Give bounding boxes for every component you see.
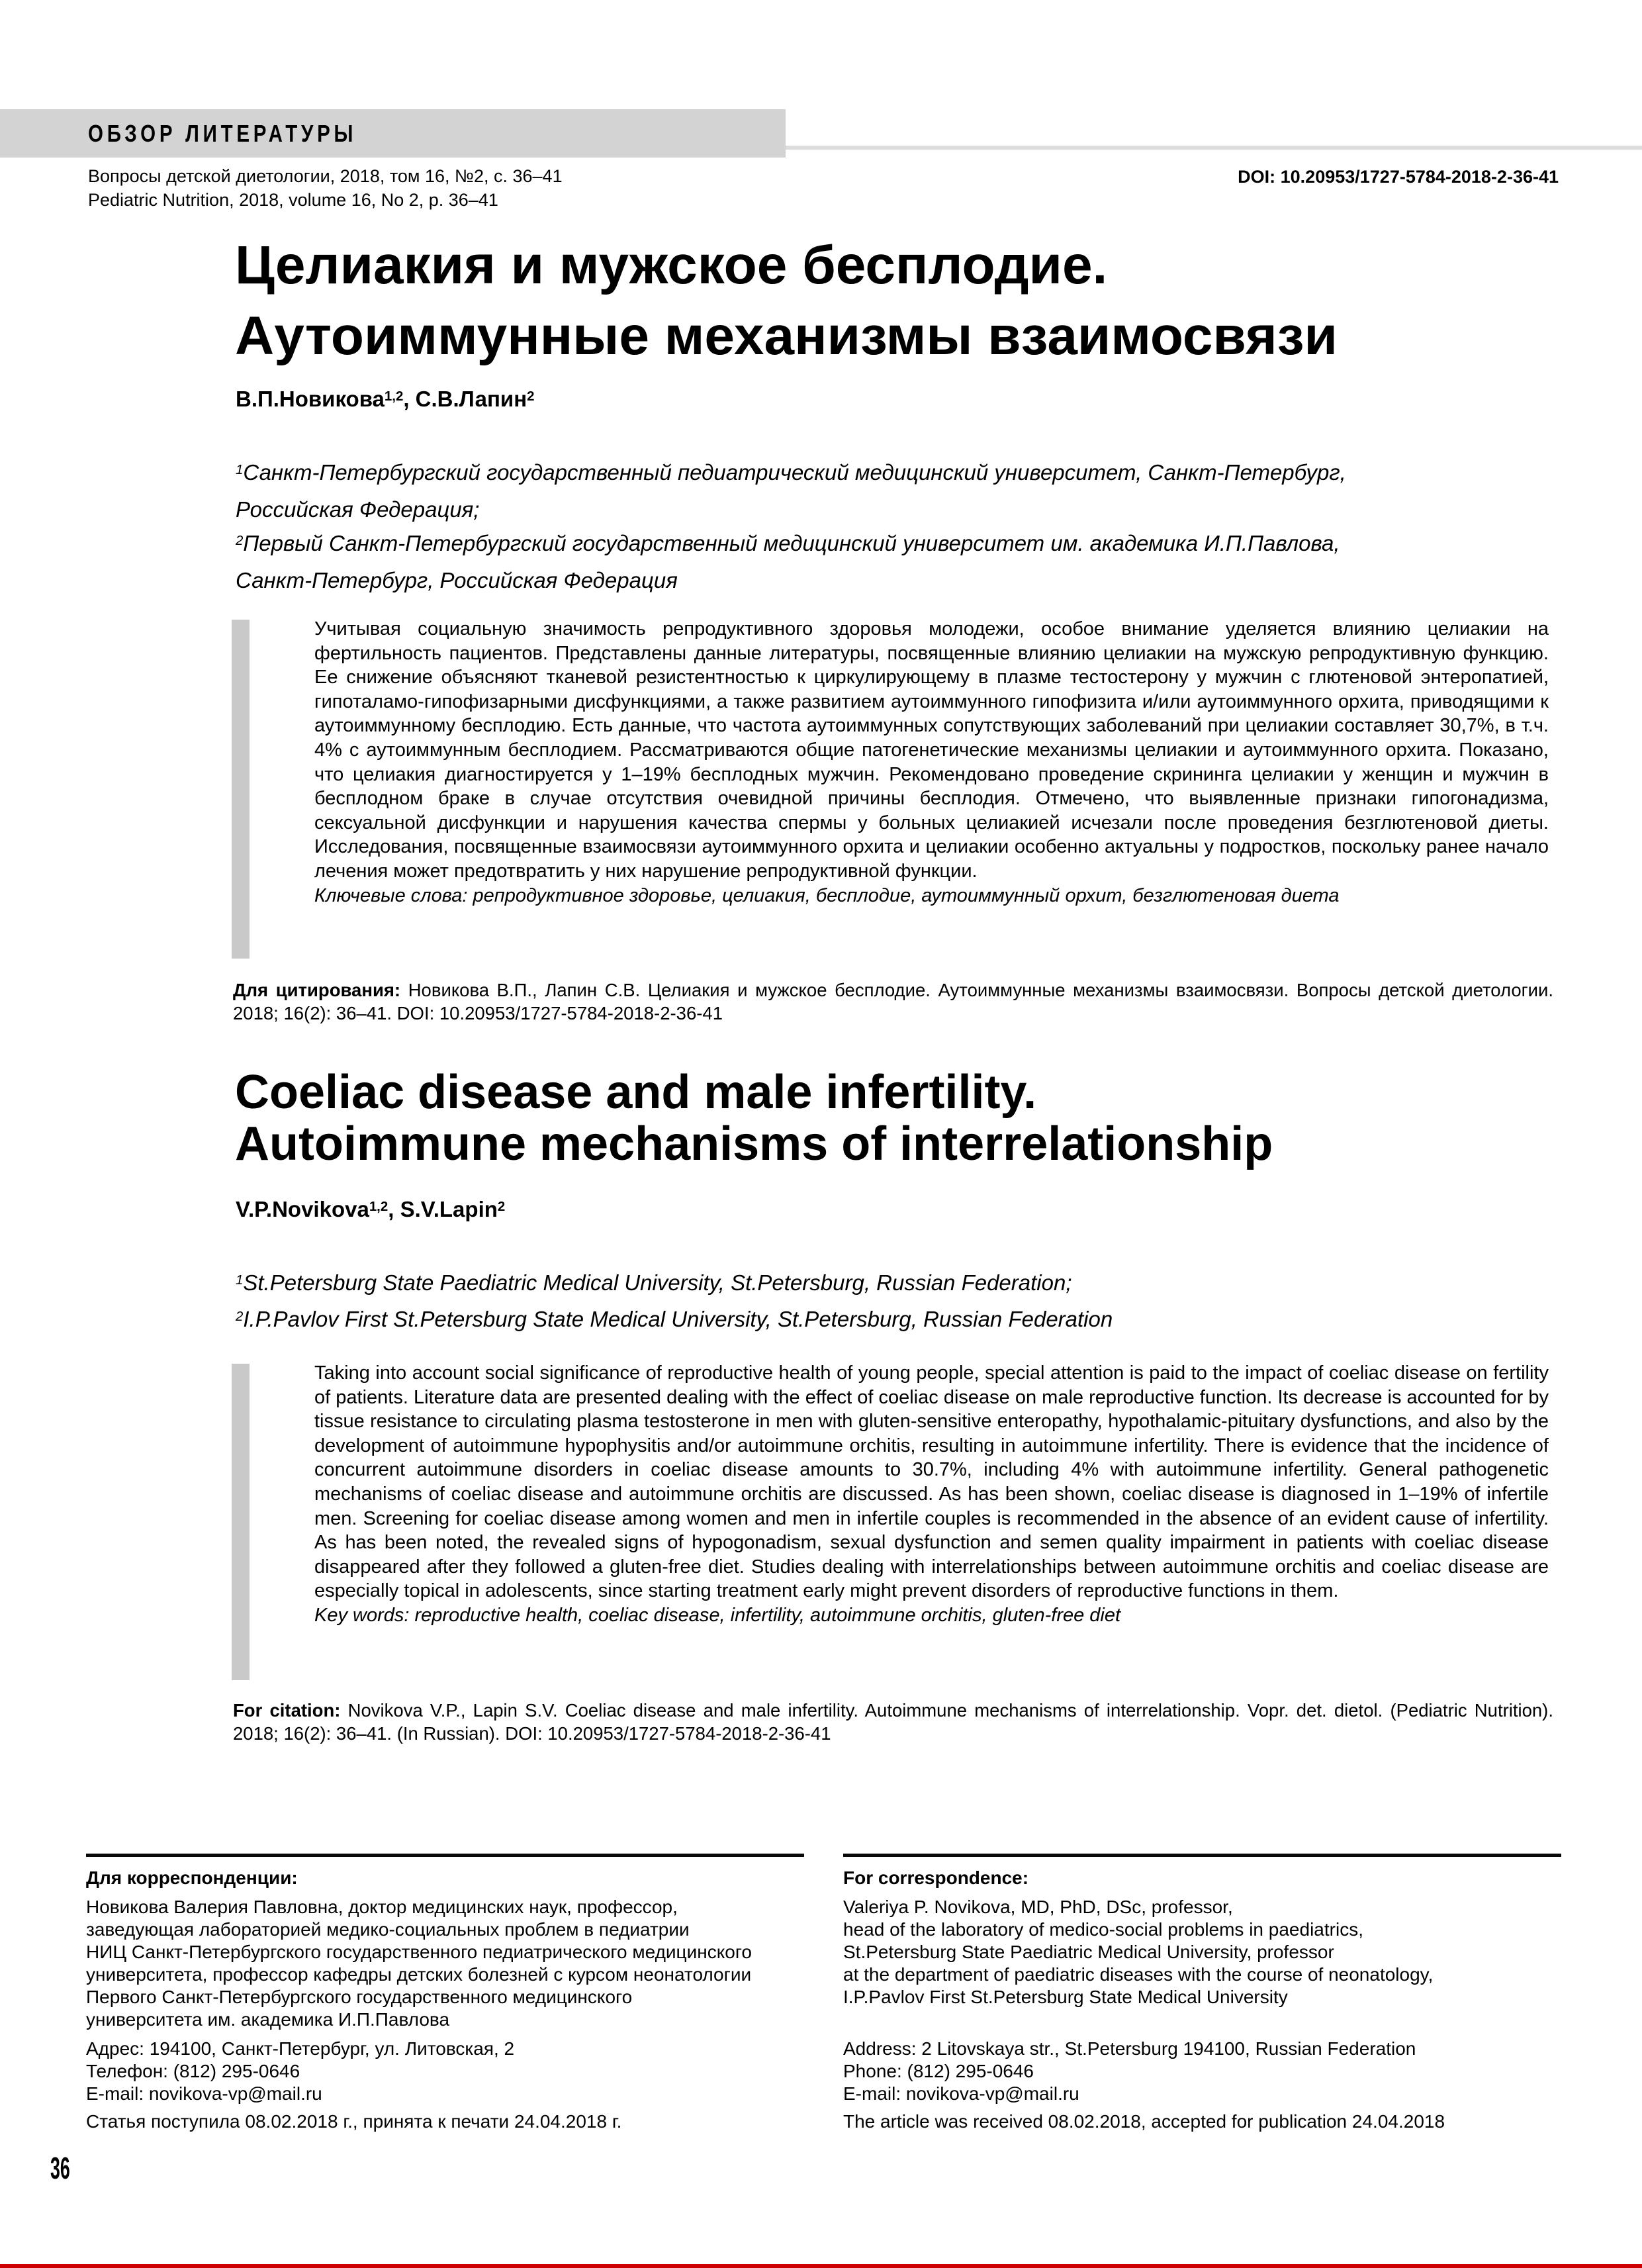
author-en-1-affil-sup: 1,2 bbox=[369, 1198, 388, 1214]
author-en-2-affil-sup: 2 bbox=[497, 1198, 506, 1214]
section-label: ОБЗОР ЛИТЕРАТУРЫ bbox=[88, 119, 357, 147]
address-line: Address: 2 Litovskaya str., St.Petersburg 194100, Russian Federation bbox=[843, 2038, 1416, 2059]
correspondence-ru-divider bbox=[86, 1854, 804, 1857]
citation-ru-text: Новикова В.П., Лапин С.В. Целиакия и мужское бесплодие. Аутоиммунные механизмы взаимосвязи. Вопросы детской диетологии. 2018; 16(2): 36–41. DOI: 10.20953/1727-5784-2018-2-36-41 bbox=[233, 980, 1554, 1023]
affil-text: Санкт-Петербург, Российская Федерация bbox=[236, 568, 678, 592]
email-line: E-mail: novikova-vp@mail.ru bbox=[86, 2083, 322, 2104]
citation-en-text: Novikova V.P., Lapin S.V. Coeliac disease and male infertility. Autoimmune mechanisms of interrelationship. Vopr. det. dietol. (Pediatric Nutrition). 2018; 16(2): 36–41. (In Russian). DOI: 10.20953/1727-5784-2018-2-36-41 bbox=[233, 1700, 1553, 1744]
section-header-band bbox=[0, 109, 786, 158]
correspondence-ru-author-block bbox=[86, 1896, 804, 2038]
doi: DOI: 10.20953/1727-5784-2018-2-36-41 bbox=[1238, 167, 1559, 187]
affil-text: Первый Санкт-Петербургский государственный медицинский университет им. академика И.П.Павлова, bbox=[243, 531, 1340, 555]
affil-text: I.P.Pavlov First St.Petersburg State Medical University, St.Petersburg, Russian Federation bbox=[243, 1307, 1113, 1331]
abstract-ru bbox=[314, 617, 1549, 908]
affiliations-ru bbox=[236, 455, 1346, 597]
affiliation-line bbox=[236, 526, 1346, 563]
email-line: E-mail: novikova-vp@mail.ru bbox=[843, 2083, 1079, 2104]
corr-line: Valeriya P. Novikova, MD, PhD, DSc, professor, bbox=[843, 1897, 1233, 1917]
correspondence-en-received: The article was received 08.02.2018, accepted for publication 24.04.2018 bbox=[843, 2111, 1445, 2132]
journal-line-en: Pediatric Nutrition, 2018, volume 16, No 2, p. 36–41 bbox=[88, 190, 498, 210]
phone-line: Phone: (812) 295-0646 bbox=[843, 2061, 1034, 2081]
corr-line: Первого Санкт-Петербургского государственного медицинского bbox=[86, 1987, 633, 2007]
correspondence-en-author-block bbox=[843, 1896, 1561, 2038]
affiliation-line bbox=[236, 1303, 1113, 1339]
article-title-en bbox=[235, 1066, 1273, 1170]
affil-sup: 2 bbox=[236, 532, 244, 548]
article-title-en-line1: Coeliac disease and male infertility. bbox=[235, 1066, 1037, 1119]
keywords-ru: Ключевые слова: репродуктивное здоровье, целиакия, бесплодие, аутоиммунный орхит, безглютеновая диета bbox=[314, 884, 1340, 906]
author-ru-2-affil-sup: 2 bbox=[527, 388, 535, 404]
citation-ru bbox=[233, 978, 1553, 1025]
citation-en-label: For citation: bbox=[233, 1700, 341, 1721]
affil-text: Санкт-Петербургский государственный педиатрический медицинский университет, Санкт-Петербург, bbox=[243, 460, 1346, 485]
citation-en bbox=[233, 1699, 1553, 1745]
correspondence-en-divider bbox=[843, 1854, 1561, 1857]
page-edge-accent-line bbox=[0, 2264, 1642, 2268]
corr-line: at the department of paediatric diseases with the course of neonatology, bbox=[843, 1964, 1434, 1985]
abstract-ru-text: Учитывая социальную значимость репродуктивного здоровья молодежи, особое внимание уделяется влиянию целиакии на фертильность пациентов. Представлены данные литературы, посвященные влиянию целиакии на мужскую репродуктивную функцию. Ее снижение объясняют тканевой резистентностью к циркулирующему в плазме тестостерону у мужчин с глютеновой энтеропатией, гипоталамо-гипофизарными дисфункциями, а также развитием аутоиммунного гипофизита и/или аутоиммунного орхита, приводящими к аутоиммунному бесплодию. Есть данные, что частота аутоиммунных сопутствующих заболеваний при целиакии составляет 30,7%, в т.ч. 4% с аутоиммунным бесплодием. Рассматриваются общие патогенетические механизмы целиакии и аутоиммунного орхита. Показано, что целиакия диагностируется у 1–19% бесплодных мужчин. Рекомендовано проведение скрининга целиакии у женщин и мужчин в бесплодном браке в случае отсутствия очевидной причины бесплодия. Отмечено, что выявленные признаки гипогонадизма, сексуальной дисфункции и нарушения качества спермы у больных целиакией исчезали после проведения безглютеновой диеты. Исследования, посвященные взаимосвязи аутоиммунного орхита и целиакии особенно актуальны у подростков, поскольку ранее начало лечения может предотвратить у них нарушение репродуктивной функции. bbox=[314, 618, 1549, 882]
authors-ru bbox=[236, 387, 535, 412]
correspondence-en bbox=[843, 1854, 1561, 2133]
article-title-ru bbox=[235, 230, 1338, 371]
citation-ru-label: Для цитирования: bbox=[233, 980, 401, 1000]
affiliation-line bbox=[236, 493, 1346, 526]
article-title-ru-line2: Аутоиммунные механизмы взаимосвязи bbox=[235, 306, 1338, 366]
abstract-marker-bar-en bbox=[232, 1364, 250, 1680]
corr-line: университета, профессор кафедры детских болезней с курсом неонатологии bbox=[86, 1964, 752, 1985]
correspondence-ru-received: Статья поступила 08.02.2018 г., принята к печати 24.04.2018 г. bbox=[86, 2111, 622, 2132]
affiliations-en bbox=[236, 1266, 1113, 1339]
article-title-en-line2: Autoimmune mechanisms of interrelationship bbox=[235, 1117, 1273, 1170]
correspondence-en-heading: For correspondence: bbox=[843, 1867, 1029, 1888]
corr-line: head of the laboratory of medico-social problems in paediatrics, bbox=[843, 1919, 1363, 1940]
author-en-2: , S.V.Lapin bbox=[388, 1197, 498, 1221]
keywords-en: Key words: reproductive health, coeliac disease, infertility, autoimmune orchitis, gluten-free diet bbox=[314, 1604, 1121, 1626]
phone-line: Телефон: (812) 295-0646 bbox=[86, 2061, 300, 2081]
authors-en bbox=[236, 1197, 505, 1222]
corr-line: НИЦ Санкт-Петербургского государственного педиатрического медицинского bbox=[86, 1942, 753, 1962]
affil-sup: 2 bbox=[236, 1308, 244, 1324]
corr-line: университета им. академика И.П.Павлова bbox=[86, 2009, 450, 2030]
corr-line: St.Petersburg State Paediatric Medical University, professor bbox=[843, 1942, 1334, 1962]
corr-line: I.P.Pavlov First St.Petersburg State Medical University bbox=[843, 1987, 1288, 2007]
journal-info bbox=[88, 164, 563, 212]
affiliation-line bbox=[236, 1266, 1113, 1303]
abstract-en-text: Taking into account social significance of reproductive health of young people, special attention is paid to the impact of coeliac disease on fertility of patients. Literature data are presented dealing with the effect of coeliac disease on male reproductive function. Its decrease is accounted for by tissue resistance to circulating plasma testosterone in men with gluten-sensitive enteropathy, hypothalamic-pituitary dysfunctions, and also by the development of autoimmune hypophysitis and/or autoimmune orchitis, resulting in autoimmune infertility. There is evidence that the incidence of concurrent autoimmune disorders in coeliac disease amounts to 30.7%, including 4% with autoimmune infertility. General pathogenetic mechanisms of coeliac disease and autoimmune orchitis are discussed. As has been shown, coeliac disease is diagnosed in 1–19% of infertile men. Screening for coeliac disease among women and men in infertile couples is recommended in the absence of an evident cause of infertility. As has been noted, the revealed signs of hypogonadism, sexual dysfunction and semen quality impairment in patients with coeliac disease disappeared after they followed a gluten-free diet. Studies dealing with interrelationships between autoimmune orchitis and coeliac disease are especially topical in adolescents, since starting treatment early might prevent disorders of reproductive functions in them. bbox=[314, 1362, 1549, 1602]
corr-line: заведующая лабораторией медико-социальных проблем в педиатрии bbox=[86, 1919, 690, 1940]
correspondence-ru-address-block bbox=[86, 2038, 804, 2110]
correspondence-ru bbox=[86, 1854, 804, 2133]
correspondence-ru-heading: Для корреспонденции: bbox=[86, 1867, 298, 1888]
affiliation-line bbox=[236, 563, 1346, 597]
address-line: Адрес: 194100, Санкт-Петербург, ул. Литовская, 2 bbox=[86, 2038, 515, 2059]
author-ru-1-affil-sup: 1,2 bbox=[384, 388, 404, 404]
affil-sup: 1 bbox=[236, 1272, 244, 1288]
affil-text: Российская Федерация; bbox=[236, 497, 480, 522]
article-title-ru-line1: Целиакия и мужское бесплодие. bbox=[235, 235, 1108, 295]
corr-line: Новикова Валерия Павловна, доктор медицинских наук, профессор, bbox=[86, 1897, 678, 1917]
correspondence-en-address-block bbox=[843, 2038, 1561, 2110]
author-ru-2: , С.В.Лапин bbox=[403, 387, 527, 411]
abstract-en bbox=[314, 1361, 1549, 1628]
journal-line-ru: Вопросы детской диетологии, 2018, том 16, №2, с. 36–41 bbox=[88, 166, 563, 186]
affil-text: St.Petersburg State Paediatric Medical University, St.Petersburg, Russian Federation; bbox=[243, 1270, 1072, 1295]
abstract-marker-bar-ru bbox=[232, 620, 250, 959]
page-number: 36 bbox=[50, 2151, 70, 2185]
header-rule bbox=[786, 146, 1642, 150]
author-en-1: V.P.Novikova bbox=[236, 1197, 369, 1221]
affiliation-line bbox=[236, 455, 1346, 493]
affil-sup: 1 bbox=[236, 461, 244, 477]
author-ru-1: В.П.Новикова bbox=[236, 387, 385, 411]
